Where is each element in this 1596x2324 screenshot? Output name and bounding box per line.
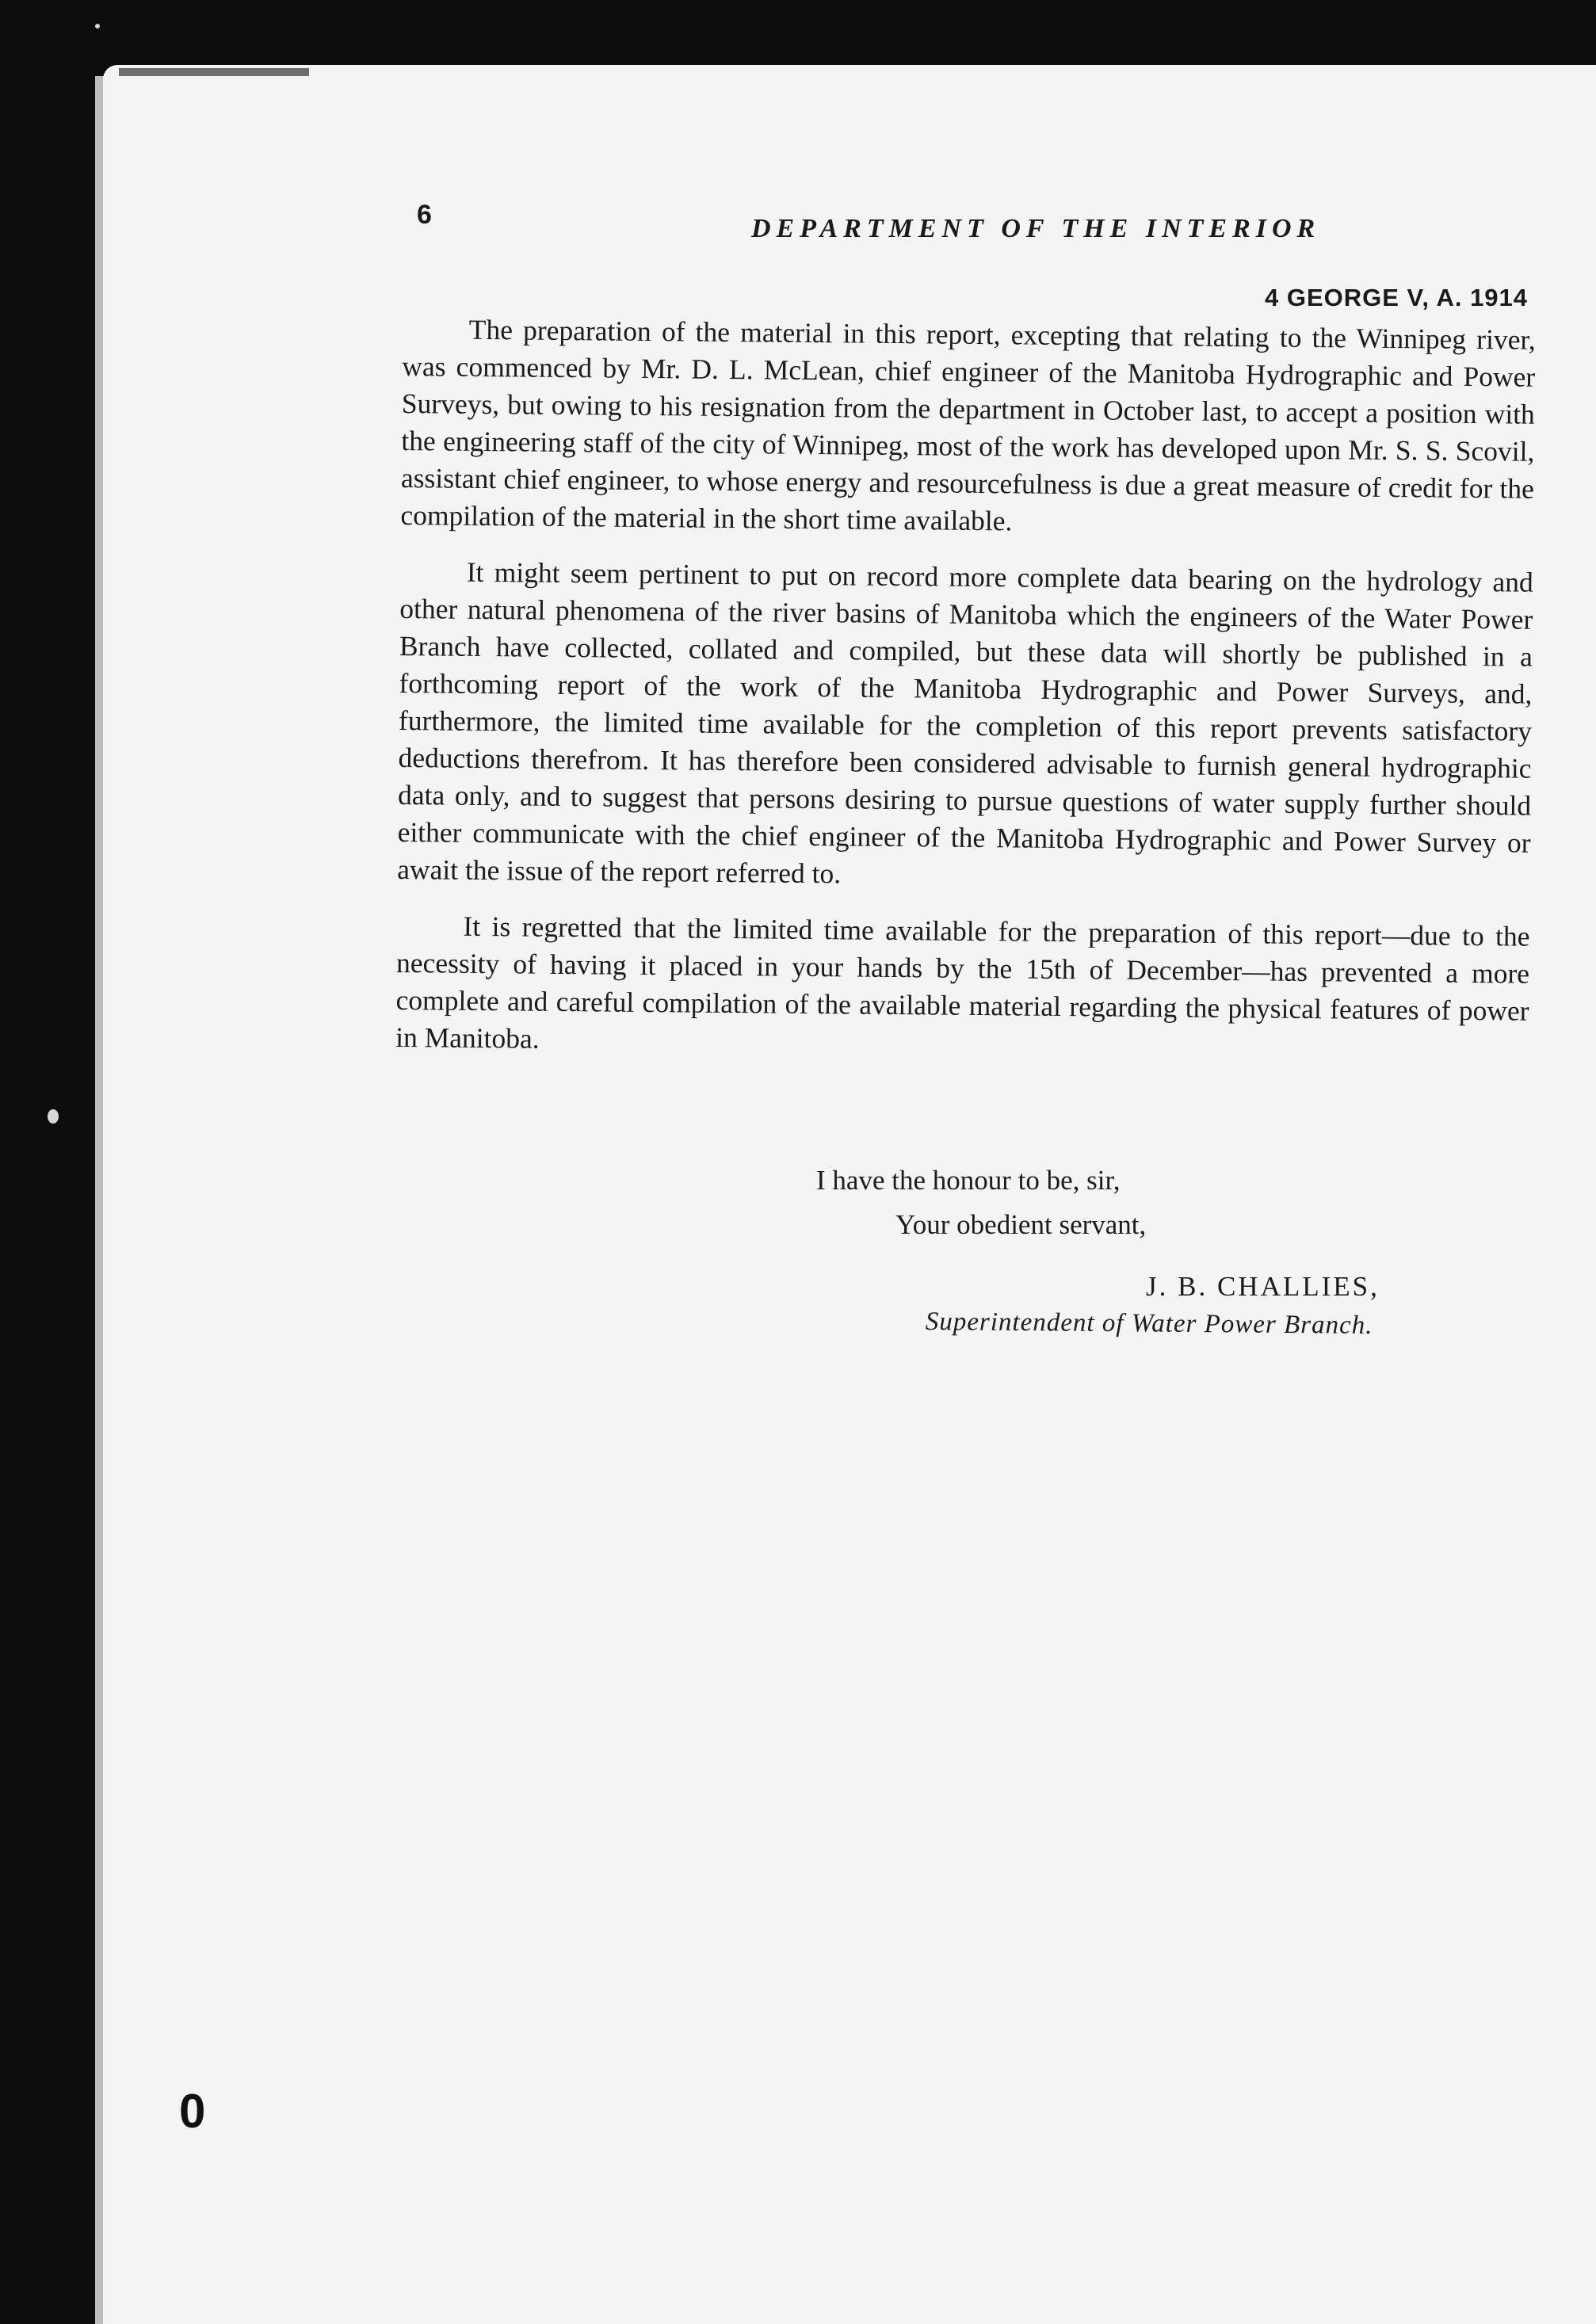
page-top-strip (119, 68, 309, 76)
closing-servant: Your obedient servant, (895, 1209, 1147, 1240)
regnal-date: 4 GEORGE V, A. 1914 (1265, 284, 1529, 311)
signature-name: J. B. CHALLIES, (1146, 1271, 1380, 1302)
running-head: DEPARTMENT OF THE INTERIOR (751, 214, 1321, 243)
closing-salutation: I have the honour to be, sir, (816, 1165, 1121, 1196)
margin-speck (95, 24, 100, 29)
signature-title: Superintendent of Water Power Branch. (925, 1307, 1373, 1340)
letter-body (395, 311, 1536, 1086)
paragraph-1: The preparation of the material in this report, excepting that relating to the Winnipeg river, was commenced by Mr. D. L. McLean, chief engineer of the Manitoba Hydrographic and Power Surveys, but owing to his resignation from the department in October last, to accept a position with the engineering staff of the city of Winnipeg, most of the work has developed upon Mr. S. S. Scovil, assistant chief engineer, to whose energy and resourcefulness is due a great measure of credit for the compilation of the material in the short time available. (400, 313, 1536, 537)
paragraph-2: It might seem pertinent to put on record more complete data bearing on the hydrology and other natural phenomena of the river basins of Manitoba which the engineers of the Water Power Branch have collected, collated and compiled, but these data will shortly be published in a forthcoming report of the work of the Manitoba Hydrographic and Power Surveys, and, furthermore, the limited time available for the completion of this report prevents satisfactory deductions therefrom. It has therefore been considered advisable to furnish general hydrographic data only, and to suggest that persons desiring to pursue questions of water supply further should either communicate with the chief engineer of the Manitoba Hydrographic and Power Survey or await the issue of the report referred to. (397, 555, 1533, 890)
page-number: 6 (417, 200, 432, 230)
paragraph-3: It is regretted that the limited time available for the preparation of this report—due to the necessity of having it placed in your hands by the 15th of December—has prevented a more complete and careful compilation of the available material regarding the physical features of power in Manitoba. (395, 910, 1530, 1055)
margin-mark: 0 (179, 2085, 206, 2138)
margin-speck (48, 1109, 59, 1124)
